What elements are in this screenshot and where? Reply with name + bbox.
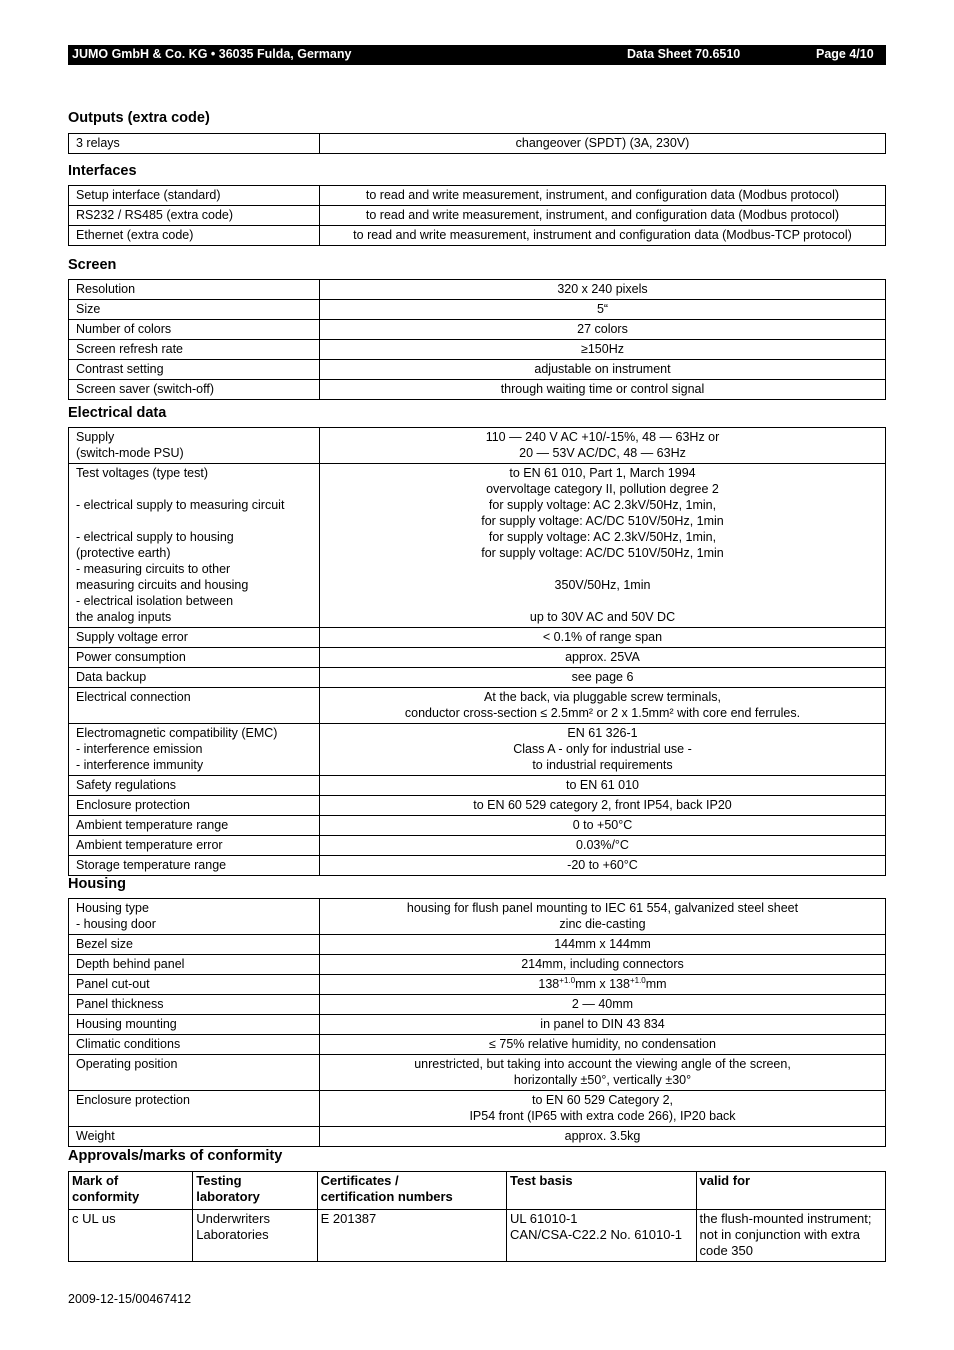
table-cell: E 201387 xyxy=(317,1210,506,1262)
spec-label: Climatic conditions xyxy=(69,1035,320,1055)
spec-value: to read and write measurement, instrument and configuration data (Modbus-TCP protocol) xyxy=(320,226,886,246)
table-row xyxy=(69,1015,886,1035)
table-row xyxy=(69,836,886,856)
table-row xyxy=(69,668,886,688)
spec-label: Weight xyxy=(69,1127,320,1147)
table-row xyxy=(69,300,886,320)
spec-label: Operating position xyxy=(69,1055,320,1091)
screen-table xyxy=(68,279,886,400)
table-row xyxy=(69,226,886,246)
spec-value: approx. 3.5kg xyxy=(320,1127,886,1147)
spec-label: Power consumption xyxy=(69,648,320,668)
spec-value: 5“ xyxy=(320,300,886,320)
section-title-housing: Housing xyxy=(68,876,126,892)
table-row xyxy=(69,280,886,300)
electrical-table xyxy=(68,427,886,876)
spec-value: to EN 61 010 xyxy=(320,776,886,796)
table-row xyxy=(69,1055,886,1091)
spec-value: 320 x 240 pixels xyxy=(320,280,886,300)
column-header: Mark of conformity xyxy=(69,1172,193,1210)
spec-label: Test voltages (type test) - electrical supply to measuring circuit - electrical supply to housing (protective earth) - measuring circuits to other measuring circuits and housing - electrical isolation between the analog inputs xyxy=(69,464,320,628)
table-row xyxy=(69,935,886,955)
table-row xyxy=(69,380,886,400)
table-row xyxy=(69,1210,886,1262)
table-row xyxy=(69,186,886,206)
table-row xyxy=(69,856,886,876)
section-title-screen: Screen xyxy=(68,257,117,273)
spec-label: Contrast setting xyxy=(69,360,320,380)
table-row xyxy=(69,320,886,340)
spec-label: Screen saver (switch-off) xyxy=(69,380,320,400)
table-cell: UL 61010-1 CAN/CSA-C22.2 No. 61010-1 xyxy=(507,1210,696,1262)
section-title-outputs: Outputs (extra code) xyxy=(68,110,210,126)
table-row xyxy=(69,340,886,360)
spec-value: to read and write measurement, instrument, and configuration data (Modbus protocol) xyxy=(320,206,886,226)
spec-label: Supply (switch-mode PSU) xyxy=(69,428,320,464)
approvals-table xyxy=(68,1171,886,1262)
table-row xyxy=(69,688,886,724)
table-row xyxy=(69,995,886,1015)
spec-label: Enclosure protection xyxy=(69,1091,320,1127)
table-row xyxy=(69,628,886,648)
table-row xyxy=(69,776,886,796)
table-row xyxy=(69,796,886,816)
spec-label: Size xyxy=(69,300,320,320)
section-title-approvals: Approvals/marks of conformity xyxy=(68,1148,283,1164)
spec-value xyxy=(320,975,886,995)
spec-label: Storage temperature range xyxy=(69,856,320,876)
column-header: Certificates / certification numbers xyxy=(317,1172,506,1210)
spec-label: Ambient temperature range xyxy=(69,816,320,836)
approvals-header-row xyxy=(69,1172,886,1210)
table-row xyxy=(69,648,886,668)
spec-value: approx. 25VA xyxy=(320,648,886,668)
spec-label: Safety regulations xyxy=(69,776,320,796)
value-part: mm xyxy=(645,977,667,991)
interfaces-table xyxy=(68,185,886,246)
spec-value: 27 colors xyxy=(320,320,886,340)
value-part: mm x 138 xyxy=(575,977,630,991)
page-header xyxy=(68,45,886,65)
datasheet-number: Data Sheet 70.6510 xyxy=(627,47,741,61)
table-cell: Underwriters Laboratories xyxy=(193,1210,317,1262)
spec-value: -20 to +60°C xyxy=(320,856,886,876)
spec-label: Depth behind panel xyxy=(69,955,320,975)
spec-value: to EN 60 529 Category 2, IP54 front (IP65 with extra code 266), IP20 back xyxy=(320,1091,886,1127)
spec-label: Electromagnetic compatibility (EMC) - interference emission - interference immunity xyxy=(69,724,320,776)
table-row xyxy=(69,955,886,975)
table-row xyxy=(69,428,886,464)
spec-label: Housing type - housing door xyxy=(69,899,320,935)
table-cell: the flush-mounted instrument; not in conjunction with extra code 350 xyxy=(696,1210,886,1262)
spec-value: in panel to DIN 43 834 xyxy=(320,1015,886,1035)
table-row xyxy=(69,1035,886,1055)
spec-label: Panel cut-out xyxy=(69,975,320,995)
spec-label: Ethernet (extra code) xyxy=(69,226,320,246)
spec-value: 144mm x 144mm xyxy=(320,935,886,955)
spec-value: unrestricted, but taking into account the viewing angle of the screen, horizontally ±50°, vertically ±30° xyxy=(320,1055,886,1091)
spec-label: 3 relays xyxy=(69,134,320,154)
table-row xyxy=(69,134,886,154)
spec-label: Housing mounting xyxy=(69,1015,320,1035)
page-number: Page 4/10 xyxy=(816,47,874,61)
section-title-interfaces: Interfaces xyxy=(68,163,137,179)
spec-label: Number of colors xyxy=(69,320,320,340)
spec-value: < 0.1% of range span xyxy=(320,628,886,648)
spec-value: 214mm, including connectors xyxy=(320,955,886,975)
table-row xyxy=(69,464,886,628)
spec-value: housing for flush panel mounting to IEC 61 554, galvanized steel sheet zinc die-casting xyxy=(320,899,886,935)
spec-value: through waiting time or control signal xyxy=(320,380,886,400)
section-title-electrical: Electrical data xyxy=(68,405,167,421)
spec-label: Electrical connection xyxy=(69,688,320,724)
spec-value: 0.03%/°C xyxy=(320,836,886,856)
table-row xyxy=(69,975,886,995)
spec-label: Data backup xyxy=(69,668,320,688)
spec-label: Setup interface (standard) xyxy=(69,186,320,206)
spec-value: changeover (SPDT) (3A, 230V) xyxy=(320,134,886,154)
spec-label: Resolution xyxy=(69,280,320,300)
spec-label: RS232 / RS485 (extra code) xyxy=(69,206,320,226)
spec-value: adjustable on instrument xyxy=(320,360,886,380)
spec-label: Enclosure protection xyxy=(69,796,320,816)
table-row xyxy=(69,816,886,836)
document-id: 2009-12-15/00467412 xyxy=(68,1292,192,1306)
spec-value: At the back, via pluggable screw terminals, conductor cross-section ≤ 2.5mm² or 2 x 1.5mm² with core end ferrules. xyxy=(320,688,886,724)
spec-value: EN 61 326-1 Class A - only for industrial use - to industrial requirements xyxy=(320,724,886,776)
column-header: Test basis xyxy=(507,1172,696,1210)
spec-value: 2 — 40mm xyxy=(320,995,886,1015)
company-line: JUMO GmbH & Co. KG • 36035 Fulda, Germany xyxy=(72,47,352,61)
spec-label: Panel thickness xyxy=(69,995,320,1015)
table-row xyxy=(69,206,886,226)
spec-value: ≤ 75% relative humidity, no condensation xyxy=(320,1035,886,1055)
table-row xyxy=(69,724,886,776)
value-part: 138 xyxy=(538,977,560,991)
spec-value: to read and write measurement, instrument, and configuration data (Modbus protocol) xyxy=(320,186,886,206)
outputs-table xyxy=(68,133,886,154)
table-row xyxy=(69,1127,886,1147)
table-row xyxy=(69,899,886,935)
spec-value: see page 6 xyxy=(320,668,886,688)
table-cell: c UL us xyxy=(69,1210,193,1262)
tolerance-superscript: +1.0 xyxy=(629,975,646,985)
spec-label: Supply voltage error xyxy=(69,628,320,648)
table-row xyxy=(69,360,886,380)
spec-value: ≥150Hz xyxy=(320,340,886,360)
spec-value: 0 to +50°C xyxy=(320,816,886,836)
tolerance-superscript: +1.0 xyxy=(559,975,576,985)
table-row xyxy=(69,1091,886,1127)
column-header: Testing laboratory xyxy=(193,1172,317,1210)
column-header: valid for xyxy=(696,1172,886,1210)
spec-label: Screen refresh rate xyxy=(69,340,320,360)
spec-label: Ambient temperature error xyxy=(69,836,320,856)
spec-value: to EN 60 529 category 2, front IP54, back IP20 xyxy=(320,796,886,816)
spec-label: Bezel size xyxy=(69,935,320,955)
spec-value: 110 — 240 V AC +10/-15%, 48 — 63Hz or 20 — 53V AC/DC, 48 — 63Hz xyxy=(320,428,886,464)
housing-table xyxy=(68,898,886,1147)
spec-value: to EN 61 010, Part 1, March 1994 overvoltage category II, pollution degree 2 for supply voltage: AC 2.3kV/50Hz, 1min, for supply voltage: AC/DC 510V/50Hz, 1min for supply voltage: AC 2.3kV/50Hz, 1min, for supply voltage: AC/DC 510V/50Hz, 1min 350V/50Hz, 1min up to 30V AC and 50V DC xyxy=(320,464,886,628)
